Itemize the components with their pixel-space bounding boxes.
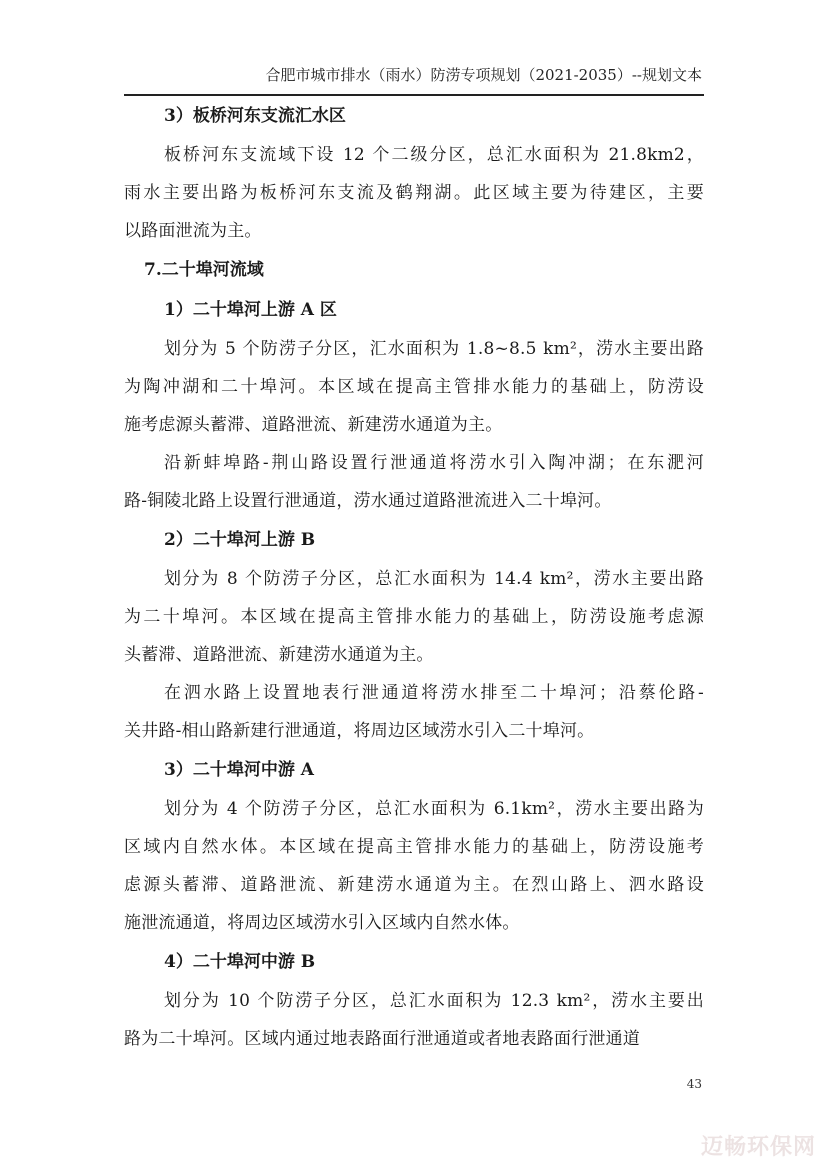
paragraph [124,560,704,674]
paragraph-line: 划分为 8 个防涝子分区，总汇水面积为 14.4 km²，涝水主要出路 [164,569,704,589]
subsection-heading: 4）二十埠河中游 B [164,952,316,972]
paragraph-line: 路-铜陵北路上设置行泄通道，涝水通过道路泄流进入二十埠河。 [124,491,612,511]
section-heading: 7.二十埠河流域 [144,260,264,280]
paragraph [124,982,704,1058]
paragraph-line: 关井路-相山路新建行泄通道，将周边区域涝水引入二十埠河。 [124,721,595,741]
paragraph-line: 沿新蚌埠路-荆山路设置行泄通道将涝水引入陶冲湖；在东淝河 [164,453,704,473]
document-body [124,96,704,1058]
paragraph-line: 雨水主要出路为板桥河东支流及鹤翔湖。此区域主要为待建区，主要 [124,183,704,203]
paragraph [124,136,704,250]
paragraph-line: 划分为 4 个防涝子分区，总汇水面积为 6.1km²，涝水主要出路为 [164,799,704,819]
subsection-heading: 2）二十埠河上游 B [164,530,316,550]
paragraph [124,790,704,942]
subsection-heading: 1）二十埠河上游 A 区 [164,300,337,320]
running-header: 合肥市城市排水（雨水）防涝专项规划（2021-2035）--规划文本 [265,66,702,84]
paragraph [124,674,704,750]
subsection-heading: 3）二十埠河中游 A [164,760,314,780]
paragraph-line: 头蓄滞、道路泄流、新建涝水通道为主。 [124,645,434,665]
page-number: 43 [686,1077,702,1091]
paragraph-line: 虑源头蓄滞、道路泄流、新建涝水通道为主。在烈山路上、泗水路设 [124,875,704,895]
paragraph [124,330,704,444]
paragraph-line: 板桥河东支流域下设 12 个二级分区，总汇水面积为 21.8km2， [164,145,704,165]
paragraph-line: 施泄流通道，将周边区域涝水引入区域内自然水体。 [124,913,520,933]
paragraph-line: 为二十埠河。本区域在提高主管排水能力的基础上，防涝设施考虑源 [124,607,704,627]
paragraph-line: 施考虑源头蓄滞、道路泄流、新建涝水通道为主。 [124,415,503,435]
paragraph-line: 以路面泄流为主。 [124,221,262,241]
paragraph-line: 在泗水路上设置地表行泄通道将涝水排至二十埠河；沿蔡伦路- [164,683,704,703]
paragraph-line: 划分为 10 个防涝子分区，总汇水面积为 12.3 km²，涝水主要出 [164,991,704,1011]
paragraph-line: 为陶冲湖和二十埠河。本区域在提高主管排水能力的基础上，防涝设 [124,377,704,397]
paragraph-line: 划分为 5 个防涝子分区，汇水面积为 1.8~8.5 km²，涝水主要出路 [164,339,704,359]
paragraph [124,444,704,520]
watermark: 迈畅环保网 [700,1135,816,1160]
paragraph-line: 区域内自然水体。本区域在提高主管排水能力的基础上，防涝设施考 [124,837,704,857]
subsection-heading: 3）板桥河东支流汇水区 [164,106,346,126]
paragraph-line: 路为二十埠河。区域内通过地表路面行泄通道或者地表路面行泄通道 [124,1029,640,1049]
